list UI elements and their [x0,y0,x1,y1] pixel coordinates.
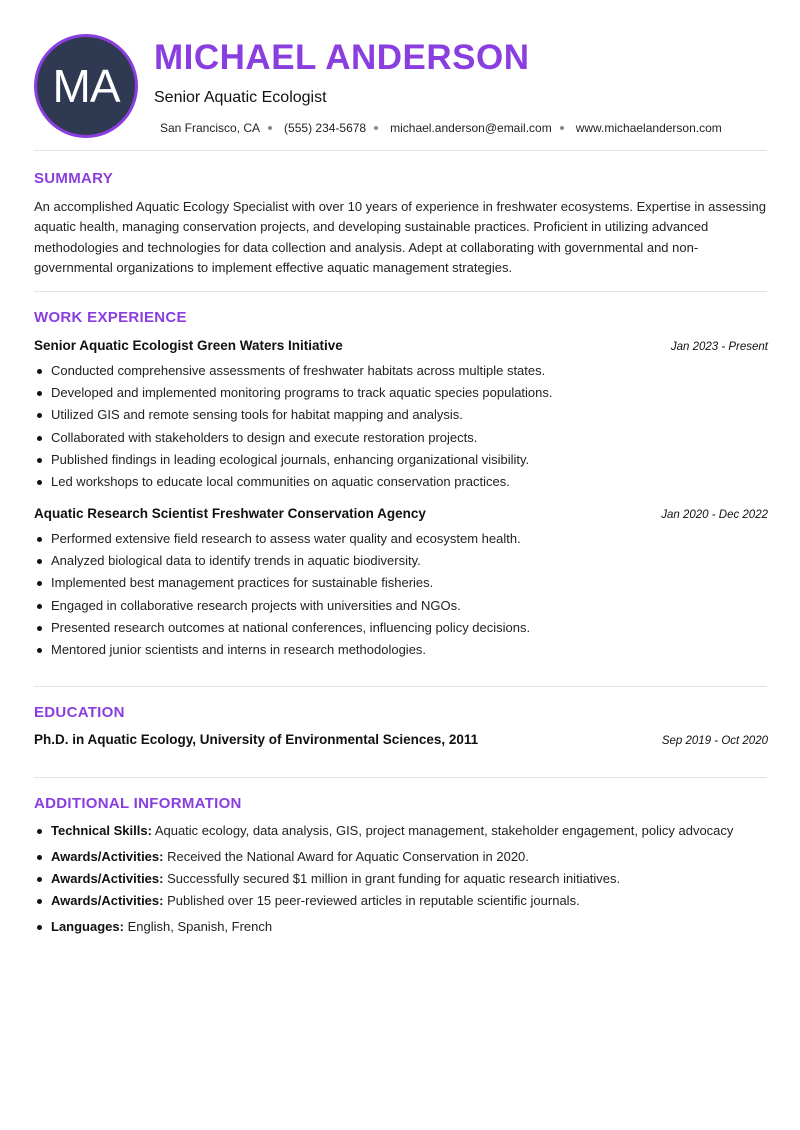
separator-dot-icon [560,126,564,130]
avatar-initials: MA [52,60,120,112]
list-item [34,868,768,890]
info-text: Published over 15 peer-reviewed articles in reputable scientific journals. [163,893,580,908]
summary-heading: SUMMARY [34,170,114,187]
education-heading: EDUCATION [34,704,125,721]
list-item: Engaged in collaborative research projects with universities and NGOs. [34,595,768,617]
list-item [34,890,768,912]
list-item: Performed extensive field research to assess water quality and ecosystem health. [34,528,768,550]
info-label: Technical Skills: [51,823,152,838]
list-item: Utilized GIS and remote sensing tools for habitat mapping and analysis. [34,404,768,426]
info-text: Aquatic ecology, data analysis, GIS, project management, stakeholder engagement, policy advocacy [151,823,734,838]
education-dates: Sep 2019 - Oct 2020 [661,735,768,747]
contact-location: San Francisco, CA [160,121,261,135]
contact-phone: (555) 234-5678 [284,121,367,135]
list-item [34,846,768,868]
divider [34,777,767,778]
contact-website[interactable]: www.michaelanderson.com [575,121,722,135]
additional-heading: ADDITIONAL INFORMATION [34,795,242,812]
list-item: Collaborated with stakeholders to design and execute restoration projects. [34,427,768,449]
candidate-title: Senior Aquatic Ecologist [154,89,327,106]
contact-email[interactable]: michael.anderson@email.com [390,121,552,135]
info-label: Awards/Activities: [51,871,164,886]
info-text: Successfully secured $1 million in grant funding for aquatic research initiatives. [163,871,621,886]
candidate-name: MICHAEL ANDERSON [154,38,530,77]
list-item: Presented research outcomes at national conferences, influencing policy decisions. [34,617,768,639]
job-bullets [34,360,768,493]
additional-list [34,820,768,938]
experience-heading: WORK EXPERIENCE [34,309,187,326]
job-dates: Jan 2020 - Dec 2022 [661,509,768,521]
info-label: Languages: [51,919,124,934]
list-item: Analyzed biological data to identify trends in aquatic biodiversity. [34,550,768,572]
info-text: Received the National Award for Aquatic Conservation in 2020. [163,849,529,864]
list-item: Developed and implemented monitoring programs to track aquatic species populations. [34,382,768,404]
list-item: Published findings in leading ecological journals, enhancing organizational visibility. [34,449,768,471]
separator-dot-icon [268,126,272,130]
separator-dot-icon [374,126,378,130]
education-entry [34,732,768,747]
list-item [34,916,768,938]
list-item: Conducted comprehensive assessments of freshwater habitats across multiple states. [34,360,768,382]
info-label: Awards/Activities: [51,849,164,864]
divider [34,686,767,687]
list-item: Led workshops to educate local communities on aquatic conservation practices. [34,471,768,493]
list-item: Implemented best management practices for sustainable fisheries. [34,572,768,594]
divider [34,291,767,292]
info-text: English, Spanish, French [123,919,273,934]
job-role: Senior Aquatic Ecologist Green Waters Initiative [34,338,343,353]
education-degree: Ph.D. in Aquatic Ecology, University of Environmental Sciences, 2011 [34,732,479,747]
list-item [34,820,768,842]
job-bullets [34,528,768,661]
divider [34,150,767,151]
contact-bar [160,121,722,135]
job-role: Aquatic Research Scientist Freshwater Conservation Agency [34,506,426,521]
avatar [34,34,138,138]
job-header [34,338,768,353]
job-dates: Jan 2023 - Present [670,341,768,353]
job-header [34,506,768,521]
list-item: Mentored junior scientists and interns in research methodologies. [34,639,768,661]
info-label: Awards/Activities: [51,893,164,908]
summary-text: An accomplished Aquatic Ecology Specialist with over 10 years of experience in freshwater ecosystems. Expertise in assessing aquatic health, managing conservation projects, and developing sustainable practices. Proficient in utilizing advanced methodologies and technologies for data collection and analysis. Adept at collaborating with governmental and non-governmental organizations to implement effective aquatic management strategies. [34,199,766,275]
